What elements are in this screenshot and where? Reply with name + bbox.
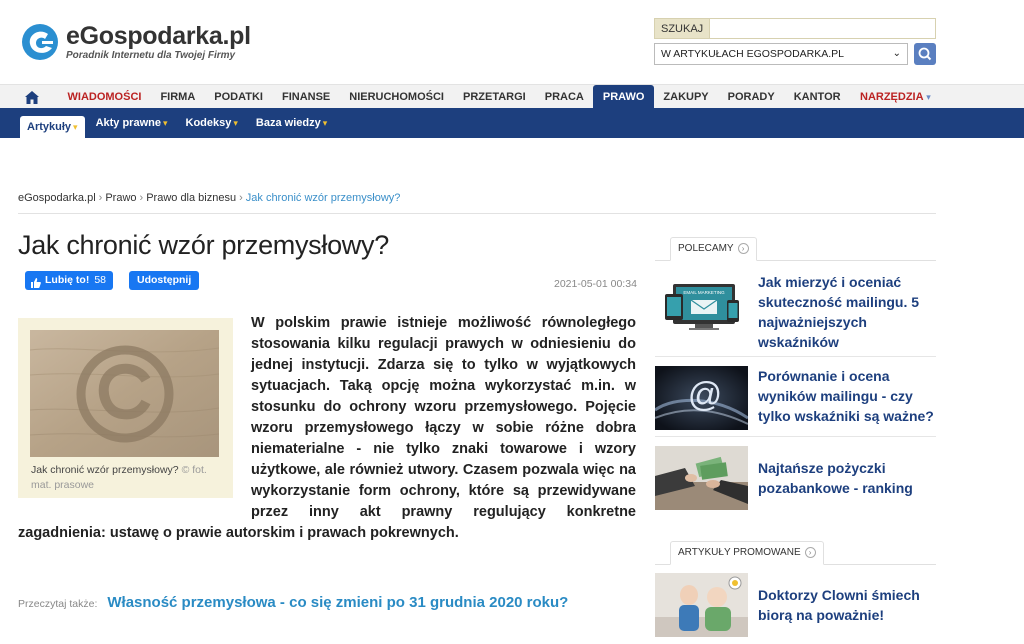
- sidebar-divider: [655, 356, 936, 357]
- subnav-item-1[interactable]: [89, 112, 175, 134]
- caption-text: Jak chronić wzór przemysłowy?: [31, 464, 179, 476]
- chevron-down-icon: ▾: [162, 118, 168, 128]
- polecamy-header: [655, 237, 936, 261]
- article-title: Jak chronić wzór przemysłowy?: [18, 230, 389, 260]
- sidebar-divider: [655, 436, 936, 437]
- sidebar-item-3[interactable]: [655, 446, 936, 510]
- nav-item-zakupy[interactable]: ZAKUPY: [663, 91, 709, 103]
- logo-name: eGospodarka.pl: [66, 22, 251, 50]
- sidebar-promo-item-1[interactable]: [655, 573, 936, 637]
- breadcrumb: [18, 192, 400, 204]
- breadcrumb-separator: ›: [139, 192, 144, 204]
- nav-item-firma[interactable]: FIRMA: [160, 91, 196, 103]
- breadcrumb-divider: [18, 213, 936, 214]
- article-lead: W polskim prawie istnieje możliwość równoległego stosowania kilku regulacji prawych w odniesieniu do jednej instytucji. Zdarza się to tylko w wyjątkowych sytuacjach. Taką opcję można wykorzystać m.in. w stosunku do ochrony wzoru przemysłowego. Pojęcie wzoru przemysłowego łączy w sobie różne dobra niematerialne - nie tylko znaki towarowe i wzory użytkowe, ale również utwory. Czasem pozwala więc na wykorzystanie form ochrony, które są przewidywane przez inny akt prawny regulujący konkretne zagadnienia: ustawę o prawie autorskim i prawach pokrewnych.: [18, 315, 636, 541]
- nav-item-kantor[interactable]: KANTOR: [793, 91, 841, 103]
- chevron-down-icon: ⌄: [892, 48, 901, 59]
- nav-item-przetargi[interactable]: PRZETARGI: [462, 91, 526, 103]
- nav-tools-menu[interactable]: [860, 85, 931, 109]
- search-scope-value: W ARTYKUŁACH EGOSPODARKA.PL: [661, 48, 845, 60]
- tab-promowane[interactable]: [670, 541, 824, 565]
- promowane-header: [655, 541, 936, 565]
- logo-mark-icon: [20, 22, 60, 62]
- search-box: [654, 18, 936, 65]
- home-icon[interactable]: [22, 87, 42, 107]
- main-nav: [0, 84, 1024, 108]
- money-thumbnail: [655, 446, 748, 510]
- subnav-item-label: Kodeksy: [185, 117, 232, 129]
- subnav-item-label: Baza wiedzy: [255, 117, 321, 129]
- search-label: SZUKAJ: [654, 18, 710, 39]
- subnav-item-2[interactable]: [179, 112, 245, 134]
- sidebar-item-title[interactable]: Doktorzy Clowni śmiech biorą na poważnie!: [758, 587, 920, 623]
- like-label: Lubię to!: [45, 274, 90, 286]
- tab-polecamy[interactable]: [670, 237, 757, 261]
- sidebar-item-title[interactable]: Porównanie i ocena wyników mailingu - czy tylko wskaźniki są ważne?: [758, 368, 934, 424]
- nav-item-prawo[interactable]: PRAWO: [593, 85, 654, 109]
- nav-item-podatki[interactable]: PODATKI: [214, 91, 263, 103]
- breadcrumb-separator: ›: [239, 192, 243, 204]
- read-also-label: Przeczytaj także:: [18, 598, 98, 610]
- chevron-down-icon: ▾: [73, 122, 78, 132]
- sidebar-item-title[interactable]: Jak mierzyć i oceniać skuteczność mailingu. 5 najważniejszych wskaźników: [758, 274, 920, 350]
- arrow-right-icon: ›: [738, 243, 749, 254]
- email-marketing-thumbnail: [655, 272, 748, 336]
- breadcrumb-link[interactable]: Prawo: [105, 192, 137, 204]
- site-header: [0, 0, 1024, 84]
- subnav-item-label: Akty prawne: [95, 117, 161, 129]
- chevron-down-icon: ▾: [322, 118, 328, 128]
- arrow-right-icon: ›: [805, 547, 816, 558]
- nav-item-praca[interactable]: PRACA: [544, 91, 584, 103]
- thumb-text: EMAIL MARKETING: [683, 290, 725, 295]
- polecamy-label: POLECAMY: [678, 243, 734, 254]
- logo-tagline: Poradnik Internetu dla Twojej Firmy: [66, 50, 236, 61]
- caption-source: © fot. mat. prasowe: [31, 464, 207, 491]
- at-sign-thumbnail: [655, 366, 748, 430]
- figure-spacer: [18, 313, 251, 503]
- thumbs-up-icon: [31, 276, 41, 286]
- chevron-down-icon: ▾: [926, 92, 931, 102]
- at-icon: @: [687, 376, 723, 414]
- sidebar-item-1[interactable]: [655, 272, 936, 350]
- breadcrumb-link[interactable]: Prawo dla biznesu: [146, 192, 237, 204]
- search-input[interactable]: [710, 18, 936, 39]
- facebook-share-button[interactable]: Udostępnij: [129, 271, 199, 290]
- subnav-item-3[interactable]: [249, 112, 334, 134]
- like-count: 58: [94, 274, 107, 286]
- chevron-down-icon: ▾: [233, 118, 238, 128]
- subnav-item-label: Artykuły: [27, 121, 72, 133]
- sidebar-item-2[interactable]: [655, 366, 936, 430]
- facebook-like-button[interactable]: [25, 271, 113, 290]
- breadcrumb-separator: ›: [98, 192, 103, 204]
- article-body: [18, 313, 636, 544]
- promowane-label: ARTYKUŁY PROMOWANE: [678, 547, 801, 558]
- breadcrumb-link[interactable]: eGospodarka.pl: [18, 192, 96, 204]
- read-also: [18, 594, 568, 611]
- search-icon: [914, 43, 936, 65]
- site-logo[interactable]: [20, 22, 251, 62]
- subnav-item-0[interactable]: [20, 116, 85, 138]
- nav-tools-label: NARZĘDZIA: [860, 91, 924, 103]
- sub-nav: [0, 108, 1024, 138]
- nav-item-porady[interactable]: PORADY: [727, 91, 775, 103]
- nav-item-wiadomości[interactable]: WIADOMOŚCI: [67, 91, 142, 103]
- article-date: 2021-05-01 00:34: [554, 278, 637, 290]
- search-button[interactable]: [914, 43, 936, 65]
- sidebar-item-title[interactable]: Najtańsze pożyczki pozabankowe - ranking: [758, 460, 913, 496]
- read-also-link[interactable]: Własność przemysłowa - co się zmieni po 31 grudnia 2020 roku?: [107, 594, 569, 611]
- nav-item-nieruchomości[interactable]: NIERUCHOMOŚCI: [349, 91, 444, 103]
- clowns-thumbnail: [655, 573, 748, 637]
- breadcrumb-current[interactable]: Jak chronić wzór przemysłowy?: [245, 192, 401, 204]
- nav-item-finanse[interactable]: FINANSE: [281, 91, 331, 103]
- search-scope-select[interactable]: [654, 43, 908, 65]
